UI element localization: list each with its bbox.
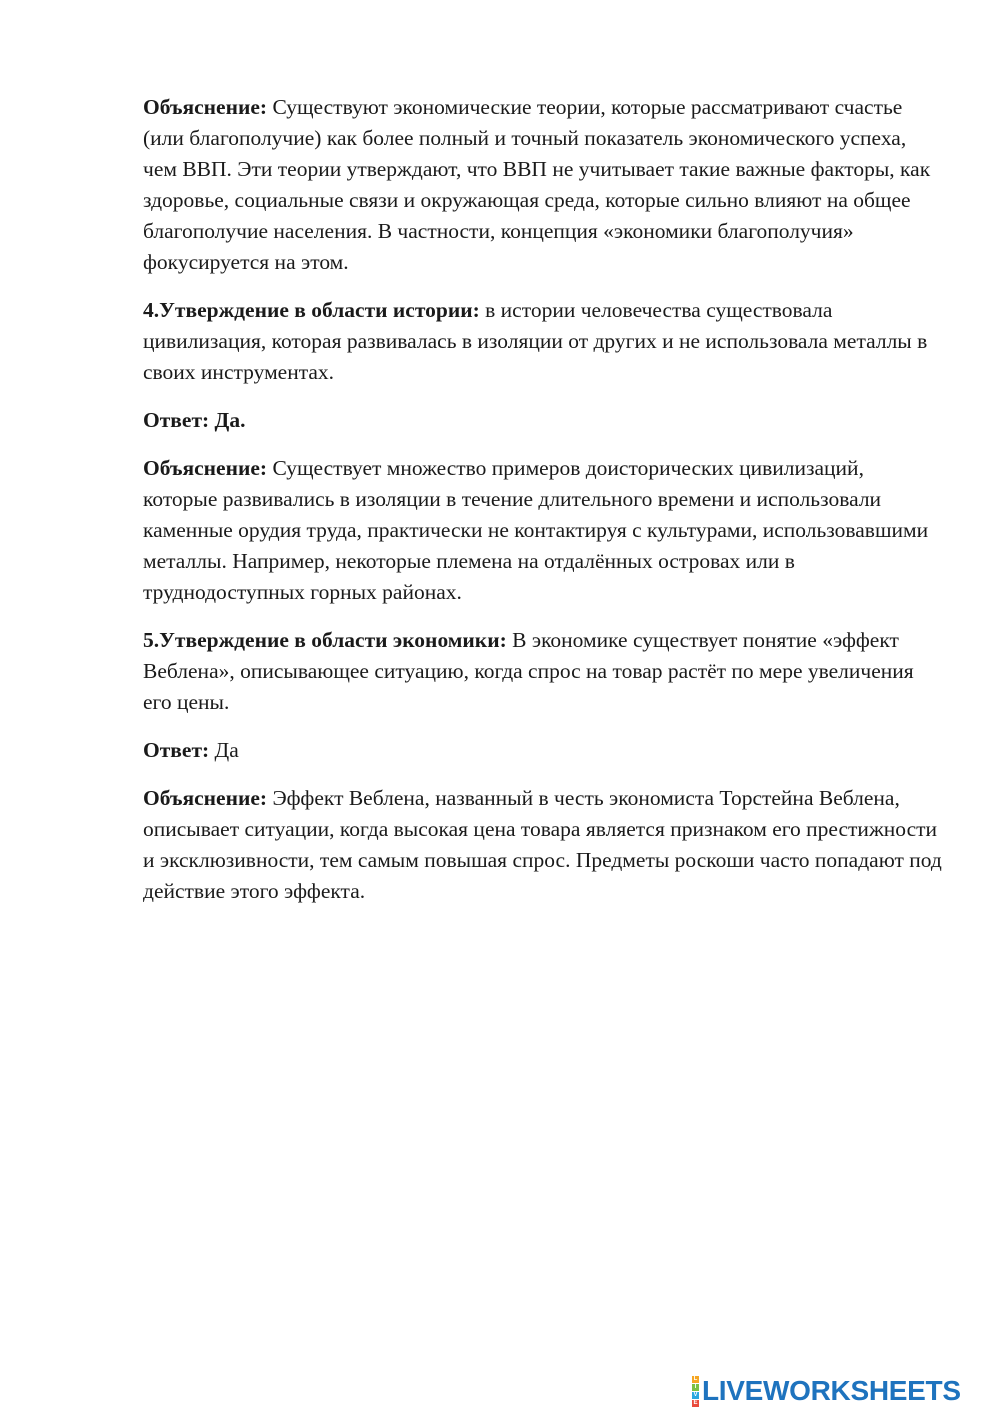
paragraph-label: Объяснение:	[143, 456, 268, 480]
paragraph-text: Да	[209, 738, 239, 762]
paragraph-statement-4	[143, 295, 943, 388]
paragraph-explanation-5	[143, 783, 943, 907]
paragraph-answer-4	[143, 405, 943, 436]
paragraph-answer-5	[143, 735, 943, 766]
liveworksheets-logo	[692, 1376, 961, 1406]
document-body	[143, 92, 943, 924]
paragraph-label: Ответ: Да.	[143, 408, 246, 432]
paragraph-text: Эффект Веблена, названный в честь экономиста Торстейна Веблена, описывает ситуации, когда высокая цена товара является признаком его престижности и эксклюзивности, тем самым повышая спрос. Предметы роскоши часто попадают под действие этого эффекта.	[143, 786, 942, 903]
paragraph-text: в истории человечества существовала цивилизация, которая развивалась в изоляции от других и не использовала металлы в своих инструментах.	[143, 298, 928, 384]
logo-mark-cell: I	[692, 1384, 699, 1391]
paragraph-text: В экономике существует понятие «эффект Веблена», описывающее ситуацию, когда спрос на товар растёт по мере увеличения его цены.	[143, 628, 914, 714]
paragraph-text: Существуют экономические теории, которые рассматривают счастье (или благополучие) как более полный и точный показатель экономического успеха, чем ВВП. Эти теории утверждают, что ВВП не учитывает такие важные факторы, как здоровье, социальные связи и окружающая среда, которые сильно влияют на общее благополучие населения. В частности, концепция «экономики благополучия» фокусируется на этом.	[143, 95, 931, 274]
paragraph-text: Существует множество примеров доисторических цивилизаций, которые развивались в изоляции в течение длительного времени и использовали каменные орудия труда, практически не контактируя с культурами, использовавшими металлы. Например, некоторые племена на отдалённых островах или в труднодоступных горных районах.	[143, 456, 929, 604]
paragraph-label: 4.Утверждение в области истории:	[143, 298, 480, 322]
paragraph-statement-5	[143, 625, 943, 718]
paragraph-explanation-4	[143, 453, 943, 608]
paragraph-label: Ответ:	[143, 738, 210, 762]
paragraph-label: Объяснение:	[143, 95, 268, 119]
paragraph-explanation-3	[143, 92, 943, 278]
logo-mark-cell: E	[693, 1399, 698, 1406]
logo-mark-cell: V	[693, 1391, 698, 1398]
logo-text: LIVEWORKSHEETS	[702, 1375, 961, 1406]
logo-mark-icon	[692, 1376, 699, 1407]
paragraph-label: Объяснение:	[143, 786, 268, 810]
logo-mark-cell: L	[693, 1375, 698, 1382]
paragraph-label: 5.Утверждение в области экономики:	[143, 628, 507, 652]
